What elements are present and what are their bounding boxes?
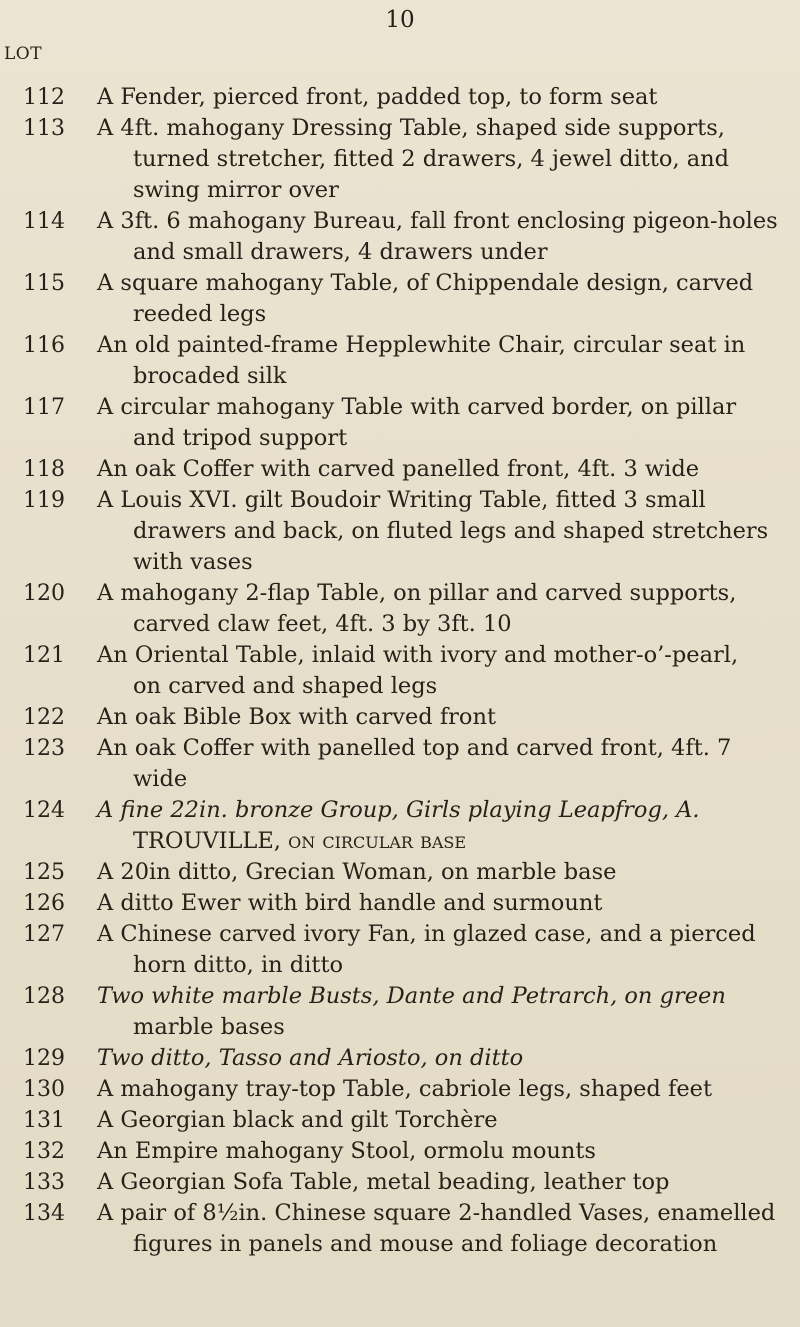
description-line: Two white marble Busts, Dante and Petrarch, on green (97, 983, 726, 1009)
description-line: A square mahogany Table, of Chippendale design, carved (97, 270, 754, 296)
description-line: A 3ft. 6 mahogany Bureau, fall front enclosing pigeon-holes (97, 208, 778, 234)
description-line: horn ditto, in ditto (133, 952, 344, 978)
description-line: marble bases (133, 1014, 285, 1040)
lot-description (97, 330, 792, 392)
lot-description (97, 857, 792, 888)
lot-description (97, 1198, 792, 1260)
description-line: brocaded silk (133, 363, 287, 389)
description-line: swing mirror over (133, 177, 339, 203)
lot-description (97, 1043, 792, 1074)
lot-description (97, 82, 792, 113)
description-line: and small drawers, 4 drawers under (133, 239, 548, 265)
lot-description (97, 454, 792, 485)
lot-description (97, 640, 792, 702)
lot-description (97, 919, 792, 981)
lot-description (97, 1074, 792, 1105)
description-line: An oak Coffer with carved panelled front, 4ft. 3 wide (97, 456, 700, 482)
lot-column-header: LOT (4, 44, 43, 64)
lot-description (97, 206, 792, 268)
lot-number: 126 (23, 891, 65, 916)
lot-number: 116 (23, 333, 65, 358)
description-line: with vases (133, 549, 253, 575)
lot-number: 119 (23, 488, 65, 513)
description-line: A circular mahogany Table with carved border, on pillar (97, 394, 737, 420)
description-line: A 4ft. mahogany Dressing Table, shaped side supports, (97, 115, 725, 141)
lot-description (97, 1105, 792, 1136)
lot-number: 122 (23, 705, 65, 730)
description-line: A ditto Ewer with bird handle and surmount (97, 890, 603, 916)
lot-description (97, 268, 792, 330)
lot-number: 118 (23, 457, 65, 482)
lot-number: 134 (23, 1201, 65, 1226)
lot-description (97, 485, 792, 578)
lot-description (97, 113, 792, 206)
lot-number: 124 (23, 798, 65, 823)
description-line: Two ditto, Tasso and Ariosto, on ditto (97, 1045, 524, 1071)
lot-number: 120 (23, 581, 65, 606)
lot-number: 117 (23, 395, 65, 420)
lot-number: 121 (23, 643, 65, 668)
lot-number: 115 (23, 271, 65, 296)
description-line: An oak Coffer with panelled top and carved front, 4ft. 7 (97, 735, 732, 761)
description-line: reeded legs (133, 301, 267, 327)
lot-number: 113 (23, 116, 65, 141)
lot-description (97, 981, 792, 1043)
description-line: An Empire mahogany Stool, ormolu mounts (97, 1138, 596, 1164)
description-line: An old painted-frame Hepplewhite Chair, circular seat in (97, 332, 746, 358)
lot-number: 114 (23, 209, 65, 234)
lot-number: 130 (23, 1077, 65, 1102)
lot-number: 131 (23, 1108, 65, 1133)
description-line: An Oriental Table, inlaid with ivory and mother-o’-pearl, (97, 642, 739, 668)
lot-number: 132 (23, 1139, 65, 1164)
description-line: A Chinese carved ivory Fan, in glazed case, and a pierced (97, 921, 756, 947)
description-line: A Louis XVI. gilt Boudoir Writing Table, fitted 3 small (97, 487, 706, 513)
lot-number: 129 (23, 1046, 65, 1071)
description-line: turned stretcher, fitted 2 drawers, 4 jewel ditto, and (133, 146, 730, 172)
description-line: and tripod support (133, 425, 348, 451)
lot-number: 128 (23, 984, 65, 1009)
description-line: A fine 22in. bronze Group, Girls playing Leapfrog, A. (97, 797, 700, 823)
description-line: on carved and shaped legs (133, 673, 438, 699)
description-line: An oak Bible Box with carved front (97, 704, 497, 730)
lot-description (97, 578, 792, 640)
lot-number: 125 (23, 860, 65, 885)
lot-number: 127 (23, 922, 65, 947)
description-line: A Fender, pierced front, padded top, to form seat (97, 84, 658, 110)
lot-description (97, 888, 792, 919)
lot-number: 123 (23, 736, 65, 761)
lot-number: 112 (23, 85, 65, 110)
description-line: A pair of 8½in. Chinese square 2-handled Vases, enamelled (97, 1200, 776, 1226)
description-line: A 20in ditto, Grecian Woman, on marble base (97, 859, 617, 885)
description-line: A Georgian black and gilt Torchère (97, 1107, 498, 1133)
lot-description (97, 1136, 792, 1167)
description-line: carved claw feet, 4ft. 3 by 3ft. 10 (133, 611, 512, 637)
lot-description (97, 733, 792, 795)
lot-description (97, 392, 792, 454)
description-line: drawers and back, on fluted legs and shaped stretchers (133, 518, 769, 544)
description-line: A mahogany tray-top Table, cabriole legs, shaped feet (97, 1076, 712, 1102)
lot-description (97, 795, 792, 857)
description-line: wide (133, 766, 188, 792)
page-number: 10 (385, 7, 415, 33)
description-line: A mahogany 2-flap Table, on pillar and carved supports, (97, 580, 737, 606)
lot-description (97, 1167, 792, 1198)
description-line: TROUVILLE, on circular base (133, 828, 467, 854)
description-line: A Georgian Sofa Table, metal beading, leather top (97, 1169, 670, 1195)
description-line: figures in panels and mouse and foliage decoration (133, 1231, 718, 1257)
lot-number: 133 (23, 1170, 65, 1195)
lot-description (97, 702, 792, 733)
